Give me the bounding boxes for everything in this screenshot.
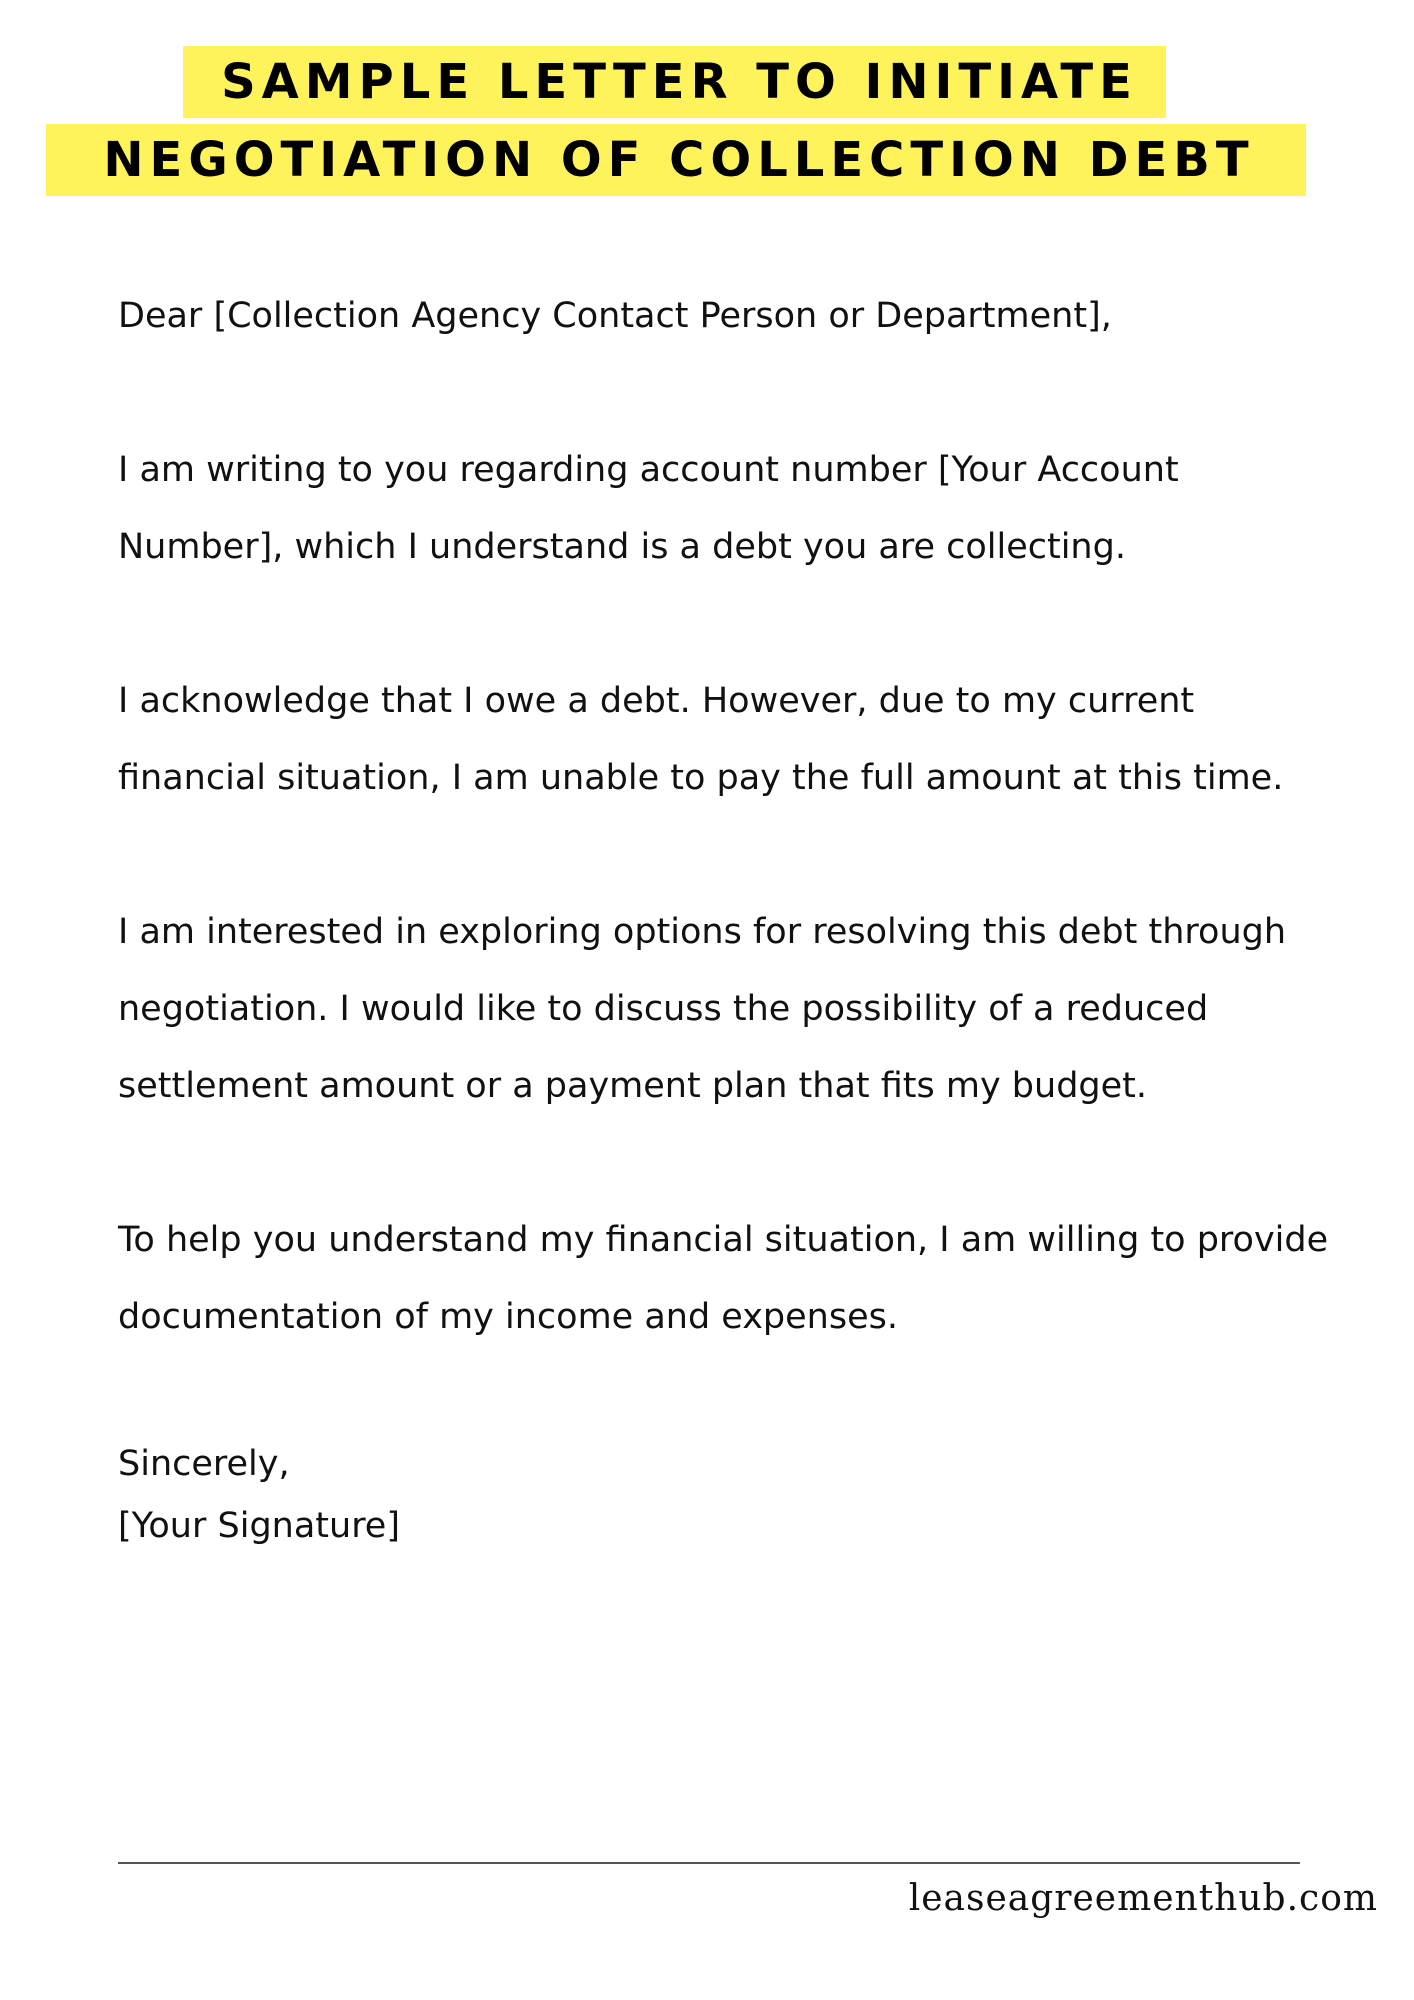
paragraph-1: I am writing to you regarding account number [Your Account Number], which I understand is a debt you are collecting. <box>118 450 1179 567</box>
website-watermark: leaseagreementhub.com <box>908 1878 1378 1919</box>
signature-placeholder: [Your Signature] <box>118 1506 400 1546</box>
signature-line <box>118 1862 1300 1864</box>
paragraph-2: I acknowledge that I owe a debt. However, due to my current financial situation, I am unable to pay the full amount at this time. <box>118 681 1284 798</box>
salutation: Dear [Collection Agency Contact Person or Department], <box>118 296 1112 336</box>
paragraph-3: I am interested in exploring options for resolving this debt through negotiation. I would like to discuss the possibility of a reduced settlement amount or a payment plan that fits my budget. <box>118 912 1287 1106</box>
title-line-1: SAMPLE LETTER TO INITIATE <box>183 46 1166 118</box>
title-line-2: NEGOTIATION OF COLLECTION DEBT <box>46 124 1306 196</box>
letter-body <box>118 278 1348 1557</box>
paragraph-4: To help you understand my financial situation, I am willing to provide documentation of my income and expenses. <box>118 1220 1329 1337</box>
closing: Sincerely, <box>118 1444 290 1484</box>
closing-block <box>118 1433 1348 1557</box>
